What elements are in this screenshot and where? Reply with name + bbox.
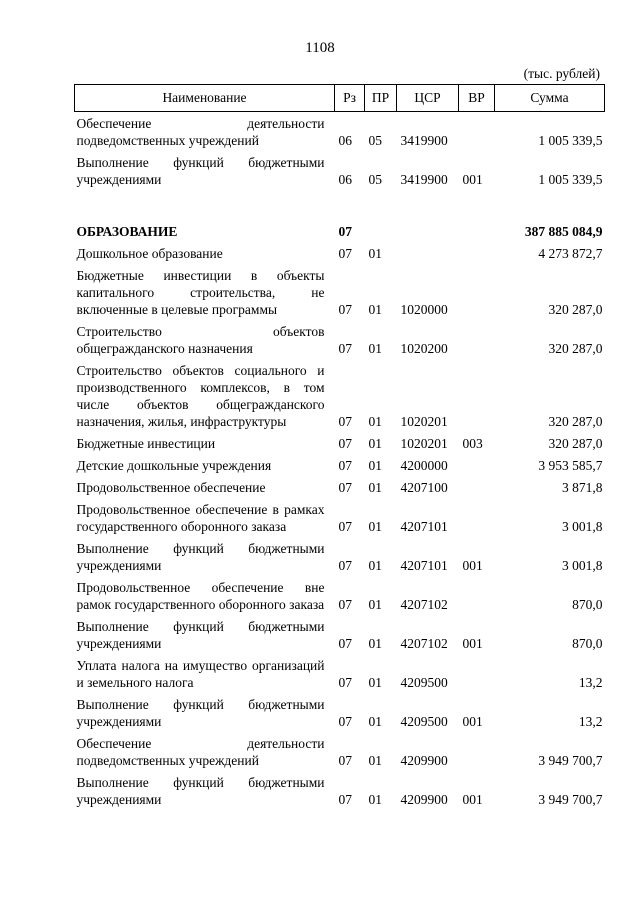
- cell-pr: 01: [368, 597, 382, 612]
- cell-name: Продовольственное обеспечение вне рамок государственного оборонного заказа: [76, 580, 325, 612]
- cell-vr: 001: [462, 636, 483, 651]
- cell-vr: [459, 501, 495, 540]
- cell-name: Выполнение функций бюджетными учреждениями: [76, 775, 325, 807]
- cell-name: Обеспечение деятельности подведомственных учреждений: [76, 116, 325, 148]
- header-vr: ВР: [459, 85, 495, 112]
- cell-sum: 4 273 872,7: [538, 246, 603, 261]
- cell-pr: 01: [368, 302, 382, 317]
- table-row: [75, 540, 605, 579]
- cell-rz: 07: [338, 341, 352, 356]
- cell-pr: 05: [368, 133, 382, 148]
- header-csr: ЦСР: [397, 85, 459, 112]
- cell-name: Выполнение функций бюджетными учреждениями: [76, 541, 325, 573]
- cell-sum: 870,0: [572, 636, 603, 651]
- cell-vr: 001: [462, 792, 483, 807]
- cell-rz: 07: [338, 792, 352, 807]
- cell-vr: [459, 657, 495, 696]
- cell-vr: 001: [462, 558, 483, 573]
- cell-name: Детские дошкольные учреждения: [76, 458, 272, 473]
- cell-csr: 4207100: [400, 480, 448, 495]
- cell-csr: 4207102: [400, 636, 448, 651]
- cell-rz: 07: [338, 597, 352, 612]
- cell-vr: [459, 267, 495, 323]
- cell-rz: 07: [338, 458, 352, 473]
- table-row: [75, 618, 605, 657]
- cell-name: Строительство объектов общегражданского назначения: [76, 324, 325, 356]
- cell-sum: 3 949 700,7: [538, 753, 603, 768]
- cell-rz: 07: [338, 480, 352, 495]
- cell-name: Бюджетные инвестиции: [76, 436, 216, 451]
- cell-rz: 07: [338, 302, 352, 317]
- header-name: Наименование: [75, 85, 335, 112]
- cell-vr: [459, 579, 495, 618]
- cell-sum: 870,0: [572, 597, 603, 612]
- cell-rz: 06: [338, 172, 352, 187]
- cell-name: Уплата налога на имущество организаций и земельного налога: [76, 658, 325, 690]
- cell-name: Выполнение функций бюджетными учреждениями: [76, 155, 325, 187]
- cell-csr: 4207101: [400, 519, 448, 534]
- cell-pr: 01: [368, 414, 382, 429]
- cell-pr: 01: [368, 480, 382, 495]
- page-number: 1108: [305, 40, 335, 56]
- cell-csr: 1020201: [400, 414, 448, 429]
- table-row: [75, 154, 605, 193]
- cell-name: Бюджетные инвестиции в объекты капитального строительства, не включенные в целевые программы: [76, 268, 325, 317]
- cell-csr: 1020201: [400, 436, 448, 451]
- cell-name: Строительство объектов социального и производственного комплексов, в том числе объектов общегражданского назначения, жилья, инфраструктуры: [76, 363, 325, 429]
- cell-name: Дошкольное образование: [76, 246, 223, 261]
- cell-vr: [459, 323, 495, 362]
- cell-vr: 001: [462, 714, 483, 729]
- cell-sum: 320 287,0: [548, 302, 603, 317]
- header-pr: ПР: [365, 85, 397, 112]
- cell-vr: [459, 457, 495, 479]
- cell-csr: 4207102: [400, 597, 448, 612]
- table-row: [75, 245, 605, 267]
- cell-csr: 1020000: [400, 302, 448, 317]
- cell-pr: 01: [368, 519, 382, 534]
- cell-csr: [397, 245, 459, 267]
- cell-rz: 07: [338, 558, 352, 573]
- cell-csr: 4200000: [400, 458, 448, 473]
- cell-rz: 07: [338, 714, 352, 729]
- cell-vr: [459, 193, 495, 245]
- cell-sum: 13,2: [578, 714, 603, 729]
- cell-csr: 1020200: [400, 341, 448, 356]
- cell-pr: 01: [368, 458, 382, 473]
- cell-vr: [459, 362, 495, 435]
- cell-pr: 01: [368, 792, 382, 807]
- budget-table: [74, 84, 605, 813]
- cell-sum: 387 885 084,9: [524, 224, 603, 239]
- cell-csr: [397, 193, 459, 245]
- cell-pr: 05: [368, 172, 382, 187]
- table-row: [75, 323, 605, 362]
- cell-sum: 320 287,0: [548, 341, 603, 356]
- table-row: [75, 579, 605, 618]
- cell-sum: 3 953 585,7: [538, 458, 603, 473]
- cell-rz: 07: [338, 675, 352, 690]
- table-row: [75, 774, 605, 813]
- cell-name: ОБРАЗОВАНИЕ: [76, 224, 178, 239]
- table-body: [75, 112, 605, 814]
- cell-pr: 01: [368, 714, 382, 729]
- cell-sum: 3 001,8: [562, 558, 603, 573]
- cell-name: Обеспечение деятельности подведомственных учреждений: [76, 736, 325, 768]
- cell-sum: 3 949 700,7: [538, 792, 603, 807]
- cell-pr: 01: [368, 558, 382, 573]
- cell-name: Продовольственное обеспечение в рамках государственного оборонного заказа: [76, 502, 325, 534]
- cell-rz: 07: [338, 414, 352, 429]
- table-row: [75, 735, 605, 774]
- cell-rz: 07: [338, 436, 352, 451]
- cell-vr: 003: [462, 436, 483, 451]
- table-row: [75, 457, 605, 479]
- cell-pr: 01: [368, 636, 382, 651]
- table-row: [75, 657, 605, 696]
- cell-vr: [459, 479, 495, 501]
- cell-sum: 320 287,0: [548, 436, 603, 451]
- cell-sum: 3 871,8: [562, 480, 603, 495]
- cell-sum: 1 005 339,5: [538, 133, 603, 148]
- cell-vr: [459, 735, 495, 774]
- table-row: [75, 696, 605, 735]
- cell-pr: 01: [368, 246, 382, 261]
- table-header: [75, 85, 605, 112]
- cell-sum: 320 287,0: [548, 414, 603, 429]
- cell-rz: 07: [338, 224, 352, 239]
- cell-name: Выполнение функций бюджетными учреждениями: [76, 619, 325, 651]
- cell-sum: 13,2: [578, 675, 603, 690]
- cell-csr: 3419900: [400, 172, 448, 187]
- cell-rz: 06: [338, 133, 352, 148]
- table-row: [75, 501, 605, 540]
- section-header-row: [75, 193, 605, 245]
- units-note: (тыс. рублей): [523, 66, 600, 81]
- table-row: [75, 435, 605, 457]
- cell-csr: 3419900: [400, 133, 448, 148]
- cell-sum: 1 005 339,5: [538, 172, 603, 187]
- cell-pr: 01: [368, 675, 382, 690]
- table-row: [75, 267, 605, 323]
- table-row: [75, 479, 605, 501]
- cell-rz: 07: [338, 519, 352, 534]
- cell-pr: 01: [368, 436, 382, 451]
- cell-name: Продовольственное обеспечение: [76, 480, 266, 495]
- cell-csr: 4209900: [400, 792, 448, 807]
- cell-sum: 3 001,8: [562, 519, 603, 534]
- cell-name: Выполнение функций бюджетными учреждениями: [76, 697, 325, 729]
- cell-vr: [459, 112, 495, 155]
- table-row: [75, 362, 605, 435]
- cell-csr: 4209900: [400, 753, 448, 768]
- cell-rz: 07: [338, 636, 352, 651]
- cell-rz: 07: [338, 246, 352, 261]
- cell-pr: 01: [368, 341, 382, 356]
- cell-csr: 4207101: [400, 558, 448, 573]
- table-row: [75, 112, 605, 155]
- cell-csr: 4209500: [400, 675, 448, 690]
- header-sum: Сумма: [495, 85, 605, 112]
- cell-rz: 07: [338, 753, 352, 768]
- cell-pr: 01: [368, 753, 382, 768]
- cell-vr: [459, 245, 495, 267]
- cell-csr: 4209500: [400, 714, 448, 729]
- header-rz: Рз: [335, 85, 365, 112]
- cell-pr: [365, 193, 397, 245]
- cell-vr: 001: [462, 172, 483, 187]
